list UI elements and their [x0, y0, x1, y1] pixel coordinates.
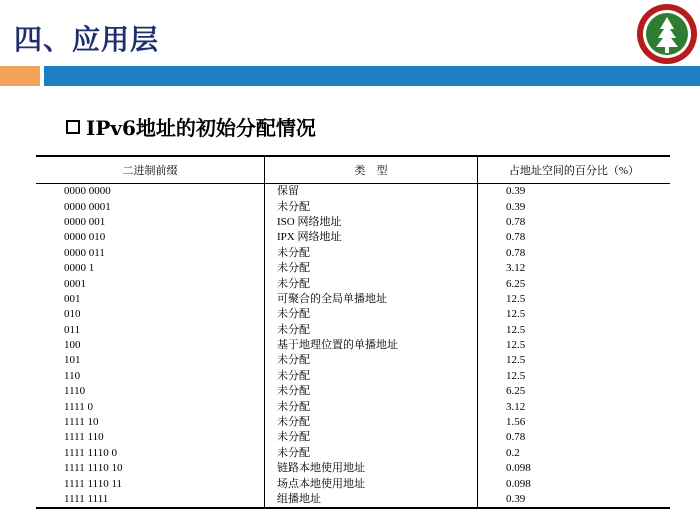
- cell-type: 链路本地使用地址: [265, 461, 478, 476]
- cell-type: 未分配: [265, 446, 478, 461]
- cell-type: 未分配: [265, 246, 478, 261]
- cell-prefix: 011: [64, 323, 81, 336]
- cell-prefix: 0000 010: [64, 231, 106, 244]
- table-row: [36, 399, 670, 414]
- cell-type: 未分配: [265, 199, 478, 214]
- table-row: [36, 215, 670, 230]
- cell-percent: 6.25: [478, 276, 671, 291]
- cell-percent: 0.098: [478, 476, 671, 491]
- cell-percent: 12.5: [478, 369, 671, 384]
- cell-type: 未分配: [265, 276, 478, 291]
- cell-type: 未分配: [265, 307, 478, 322]
- table-header-row: [36, 156, 670, 184]
- table-row: [36, 292, 670, 307]
- cell-percent: 3.12: [478, 261, 671, 276]
- header-type: 类 型: [265, 156, 478, 184]
- cell-percent: 12.5: [478, 292, 671, 307]
- table-row: [36, 415, 670, 430]
- table-row: [36, 353, 670, 368]
- cell-percent: 12.5: [478, 338, 671, 353]
- cell-prefix: 001: [64, 292, 81, 305]
- cell-type: 未分配: [265, 369, 478, 384]
- cell-prefix: 1111 0: [64, 400, 94, 413]
- table-row: [36, 323, 670, 338]
- cell-percent: 0.78: [478, 215, 671, 230]
- subtitle-text: IPv6地址的初始分配情况: [86, 116, 316, 140]
- bullet-square-icon: [66, 120, 80, 134]
- cell-type: 未分配: [265, 261, 478, 276]
- table-row: [36, 307, 670, 322]
- table-row: [36, 184, 670, 200]
- cell-prefix: 1111 1110 10: [64, 462, 123, 475]
- header-percent: 占地址空间的百分比（%）: [478, 156, 671, 184]
- cell-prefix: 1111 1110 0: [64, 446, 117, 459]
- table-row: [36, 369, 670, 384]
- table-row: [36, 492, 670, 508]
- cell-prefix: 0000 001: [64, 215, 106, 228]
- table-row: [36, 261, 670, 276]
- cell-type: 未分配: [265, 399, 478, 414]
- cell-percent: 0.78: [478, 230, 671, 245]
- cell-type: 保留: [265, 184, 478, 200]
- cell-prefix: 110: [64, 369, 81, 382]
- cell-prefix: 1111 10: [64, 416, 99, 429]
- ipv6-allocation-table: [36, 155, 670, 509]
- table-row: [36, 199, 670, 214]
- table-row: [36, 338, 670, 353]
- header-accent-blue: [44, 66, 700, 86]
- cell-prefix: 0001: [64, 277, 86, 290]
- cell-type: 未分配: [265, 353, 478, 368]
- cell-prefix: 101: [64, 354, 81, 367]
- table-row: [36, 476, 670, 491]
- table-row: [36, 230, 670, 245]
- cell-percent: 0.78: [478, 246, 671, 261]
- university-logo: [636, 3, 698, 65]
- cell-type: 基于地理位置的单播地址: [265, 338, 478, 353]
- cell-prefix: 1110: [64, 385, 86, 398]
- cell-type: 未分配: [265, 384, 478, 399]
- cell-type: IPX 网络地址: [265, 230, 478, 245]
- cell-prefix: 0000 1: [64, 262, 95, 275]
- cell-type: ISO 网络地址: [265, 215, 478, 230]
- cell-percent: 6.25: [478, 384, 671, 399]
- cell-type: 可聚合的全局单播地址: [265, 292, 478, 307]
- cell-type: 未分配: [265, 323, 478, 338]
- cell-percent: 0.78: [478, 430, 671, 445]
- cell-percent: 0.39: [478, 492, 671, 508]
- cell-type: 组播地址: [265, 492, 478, 508]
- cell-percent: 0.2: [478, 446, 671, 461]
- table-row: [36, 430, 670, 445]
- cell-prefix: 100: [64, 339, 81, 352]
- cell-percent: 3.12: [478, 399, 671, 414]
- table-row: [36, 384, 670, 399]
- cell-type: 未分配: [265, 415, 478, 430]
- cell-prefix: 1111 1110 11: [64, 477, 123, 490]
- table-row: [36, 246, 670, 261]
- cell-prefix: 010: [64, 308, 81, 321]
- cell-percent: 0.098: [478, 461, 671, 476]
- cell-percent: 0.39: [478, 199, 671, 214]
- cell-percent: 0.39: [478, 184, 671, 200]
- header-accent-orange: [0, 66, 40, 86]
- table-row: [36, 461, 670, 476]
- cell-prefix: 1111 1111: [36, 492, 265, 508]
- table-row: [36, 276, 670, 291]
- cell-prefix: 1111 110: [64, 431, 104, 444]
- cell-prefix: 0000 011: [64, 246, 105, 259]
- cell-type: 未分配: [265, 430, 478, 445]
- cell-prefix: 0000 0001: [64, 200, 111, 213]
- header-prefix: 二进制前缀: [36, 156, 265, 184]
- cell-percent: 1.56: [478, 415, 671, 430]
- cell-percent: 12.5: [478, 323, 671, 338]
- cell-type: 场点本地使用地址: [265, 476, 478, 491]
- cell-percent: 12.5: [478, 353, 671, 368]
- slide-subtitle: [66, 112, 316, 141]
- table-row: [36, 446, 670, 461]
- cell-prefix: 0000 0000: [64, 185, 111, 198]
- slide-title: 四、应用层: [14, 23, 160, 56]
- cell-percent: 12.5: [478, 307, 671, 322]
